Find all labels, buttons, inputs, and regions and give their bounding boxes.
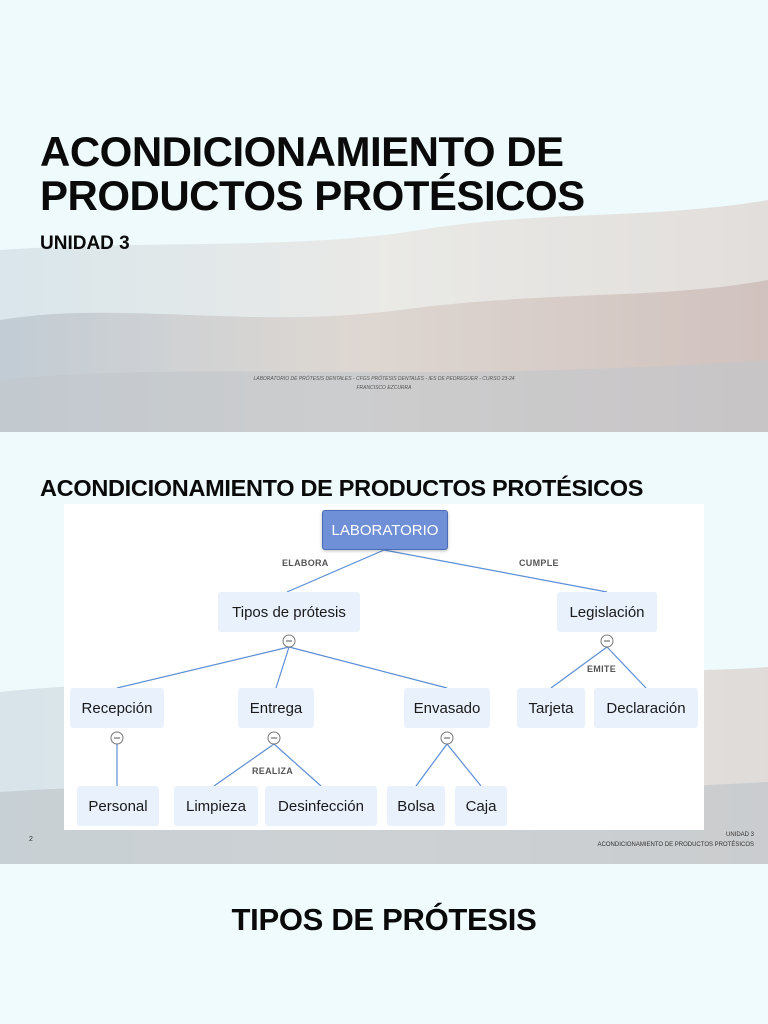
collapse-toggle-icon[interactable] xyxy=(111,732,123,744)
slide-title: ACONDICIONAMIENTO DE PRODUCTOS PROTÉSICOS xyxy=(40,475,644,501)
footer-author-line: FRANCISCO EZCURRA xyxy=(356,385,412,391)
node-entrega[interactable]: Entrega xyxy=(238,688,314,728)
footer-topic: ACONDICIONAMIENTO DE PRODUCTOS PROTÉSICOS xyxy=(597,842,754,848)
node-bolsa[interactable]: Bolsa xyxy=(387,786,445,826)
link-label-elabora: ELABORA xyxy=(282,558,329,568)
node-caja[interactable]: Caja xyxy=(455,786,507,826)
node-desinfeccion[interactable]: Desinfección xyxy=(265,786,377,826)
collapse-toggle-icon[interactable] xyxy=(268,732,280,744)
title-slide xyxy=(0,0,768,432)
concept-map-slide xyxy=(0,432,768,864)
node-personal[interactable]: Personal xyxy=(77,786,159,826)
node-limpieza[interactable]: Limpieza xyxy=(174,786,258,826)
footer-course-line: LABORATORIO DE PRÓTESIS DENTALES - CFGS PRÓTESIS DENTALES - IES DE PEDREGUER - CURSO 23-24 xyxy=(253,376,515,382)
slide-title: TIPOS DE PRÓTESIS xyxy=(231,902,537,937)
node-tarjeta[interactable]: Tarjeta xyxy=(517,688,585,728)
slide-subtitle: UNIDAD 3 xyxy=(40,233,130,254)
slide-title xyxy=(40,130,585,218)
node-declaracion[interactable]: Declaración xyxy=(594,688,698,728)
node-laboratorio[interactable]: LABORATORIO xyxy=(322,510,448,550)
collapse-toggle-icon[interactable] xyxy=(283,635,295,647)
link-label-cumple: CUMPLE xyxy=(519,558,559,568)
slide-footer xyxy=(598,830,754,850)
section-slide xyxy=(0,864,768,1024)
page-number: 2 xyxy=(29,836,33,843)
node-recepcion[interactable]: Recepción xyxy=(70,688,164,728)
collapse-toggle-icon[interactable] xyxy=(441,732,453,744)
node-tipos-de-protesis[interactable]: Tipos de prótesis xyxy=(218,592,360,632)
slide-title-line-1: ACONDICIONAMIENTO DE xyxy=(40,128,564,175)
node-envasado[interactable]: Envasado xyxy=(404,688,490,728)
link-label-emite: EMITE xyxy=(587,664,617,674)
link-label-realiza: REALIZA xyxy=(252,766,294,776)
slide-footer xyxy=(0,375,768,393)
collapse-toggle-icon[interactable] xyxy=(601,635,613,647)
footer-unit: UNIDAD 3 xyxy=(725,832,754,838)
slide-title-line-2: PRODUCTOS PROTÉSICOS xyxy=(40,172,585,219)
node-legislacion[interactable]: Legislación xyxy=(557,592,657,632)
concept-map xyxy=(64,504,704,830)
